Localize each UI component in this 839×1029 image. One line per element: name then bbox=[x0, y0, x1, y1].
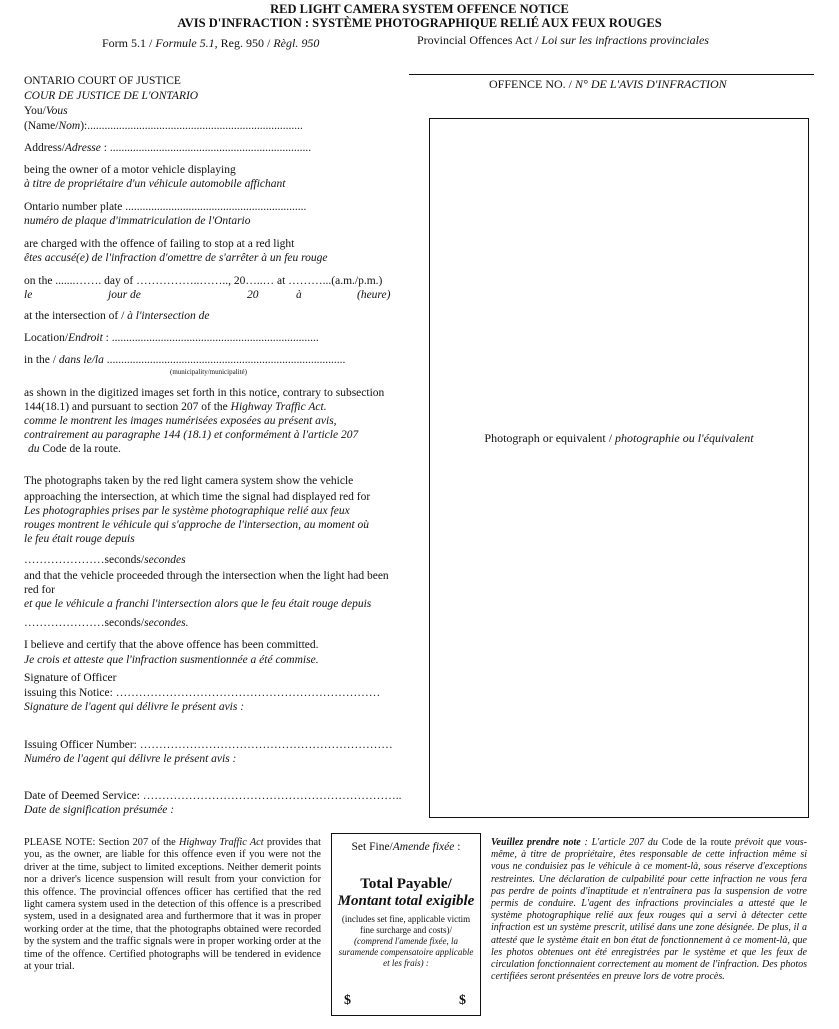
municipality-field[interactable]: in the / dans le/la ................................................................................... bbox=[24, 354, 346, 366]
total-payable-dollar[interactable]: $ bbox=[459, 993, 466, 1008]
offence-no-rule bbox=[409, 74, 814, 75]
offence-no-label: OFFENCE NO. / N° DE L'AVIS D'INFRACTION bbox=[489, 77, 727, 91]
date-fr-jour: jour de bbox=[108, 289, 141, 301]
intersection-label: at the intersection of / à l'intersection de bbox=[24, 310, 210, 322]
court-fr: COUR DE JUSTICE DE L'ONTARIO bbox=[24, 90, 199, 102]
shown-line5: du Code de la route. bbox=[28, 443, 121, 455]
charged-fr: êtes accusé(e) de l'infraction d'omettre de s'arrêter à un feu rouge bbox=[24, 252, 328, 264]
certify-en: I believe and certify that the above offence has been committed. bbox=[24, 639, 319, 651]
municipality-caption: (municipality/municipalité) bbox=[170, 368, 247, 376]
plate-fr: numéro de plaque d'immatriculation de l'Ontario bbox=[24, 215, 251, 227]
name-field[interactable]: (Name/Nom):........................................................................... bbox=[24, 120, 303, 132]
seconds-red-field[interactable]: …………………seconds/secondes bbox=[24, 554, 186, 566]
court-en: ONTARIO COURT OF JUSTICE bbox=[24, 75, 181, 87]
photos-line5: le feu était rouge depuis bbox=[24, 533, 135, 545]
includes-en: (includes set fine, applicable victim fine surcharge and costs)/ bbox=[341, 914, 471, 935]
set-fine-label: Set Fine/Amende fixée : bbox=[351, 841, 461, 853]
date-fr-heure: (heure) bbox=[357, 289, 391, 301]
proceeded-line3: et que le véhicule a franchi l'intersection alors que le feu était rouge depuis bbox=[24, 598, 372, 610]
total-payable-fr: Montant total exigible bbox=[337, 893, 475, 909]
shown-line4: contrairement au paragraphe 144 (18.1) et conformément à l'article 207 bbox=[24, 429, 359, 441]
date-field[interactable]: on the .......……. day of ……………..…….., 20…..… at ………...(a.m./p.m.) bbox=[24, 275, 383, 287]
includes-fr: (comprend l'amende fixée, la suramende compensatoire applicable et les frais) : bbox=[338, 936, 474, 968]
title-fr: AVIS D'INFRACTION : SYSTÈME PHOTOGRAPHIQUE RELIÉ AUX FEUX ROUGES bbox=[177, 16, 662, 30]
shown-line1: as shown in the digitized images set forth in this notice, contrary to subsection bbox=[24, 387, 385, 399]
proceeded-line1: and that the vehicle proceeded through the intersection when the light had been bbox=[24, 570, 389, 582]
photos-line4: rouges montrent le véhicule qui s'approche de l'intersection, au moment où bbox=[24, 519, 370, 531]
signature-fr: Signature de l'agent qui délivre le présent avis : bbox=[24, 701, 245, 713]
address-field[interactable]: Address/Adresse : ...................................................................... bbox=[24, 142, 312, 154]
shown-line2: 144(18.1) and pursuant to section 207 of the Highway Traffic Act. bbox=[24, 401, 327, 413]
photos-line2: approaching the intersection, at which time the signal had displayed red for bbox=[24, 491, 371, 503]
fine-box bbox=[331, 833, 481, 1016]
act-reference: Provincial Offences Act / Loi sur les infractions provinciales bbox=[417, 33, 709, 47]
signature-field[interactable]: issuing this Notice: …………………………………………………………… bbox=[24, 687, 381, 699]
total-payable-en: Total Payable/ bbox=[360, 876, 452, 892]
owner-fr: à titre de propriétaire d'un véhicule automobile affichant bbox=[24, 178, 286, 190]
owner-en: being the owner of a motor vehicle displaying bbox=[24, 164, 236, 176]
date-fr-20: 20 bbox=[247, 289, 259, 301]
seconds-proceeded-field[interactable]: …………………seconds/secondes. bbox=[24, 617, 189, 629]
officer-number-field[interactable]: Issuing Officer Number: ………………………………………………………… bbox=[24, 739, 393, 751]
title-en: RED LIGHT CAMERA SYSTEM OFFENCE NOTICE bbox=[270, 2, 569, 16]
officer-number-fr: Numéro de l'agent qui délivre le présent avis : bbox=[24, 753, 237, 765]
note-en: PLEASE NOTE: Section 207 of the Highway Traffic Act provides that you, as the owner, are liable for this offence even if you were not the driver at the time, subject to limited exceptions. Neither demerit points nor a driver's licence suspension will result from your conviction for this offence. The provincial offences officer has certified that the red light camera system used in the detection of this offence is a prescribed system, used in a designated area and furthermore that it was in proper working order at the time, that the photographs obtained were recorded by the system and the traffic signals were in proper working order at the time of the offence. Certified photographs will be tendered in evidence at your trial. bbox=[24, 837, 321, 973]
photos-line1: The photographs taken by the red light camera system show the vehicle bbox=[24, 475, 354, 487]
location-field[interactable]: Location/Endroit : ........................................................................ bbox=[24, 332, 319, 344]
signature-label: Signature of Officer bbox=[24, 672, 117, 684]
form-number: Form 5.1 / Formule 5.1, Reg. 950 / Règl. 950 bbox=[102, 36, 320, 50]
deemed-service-field[interactable]: Date of Deemed Service: ………………………………………………………….. bbox=[24, 790, 402, 802]
deemed-service-fr: Date de signification présumée : bbox=[24, 804, 175, 816]
note-fr: Veuillez prendre note : L'article 207 du Code de la route prévoit que vous-même, à titre de propriétaire, êtes responsable de cette infraction même si vous ne conduisiez pas le véhicule à ce moment-là, sous réserve d'exceptions restreintes. Une déclaration de culpabilité pour cette infraction ne vous fera pas perdre de points d'inaptitude et n'entraînera pas la suspension de votre permis de conduire. L'agent des infractions provinciales a attesté que le système photographique relié aux feux rouges qui a servi à détecter cette infraction est un système prescrit, utilisé dans une zone désignée. De plus, il a attesté que le système était en bon état de fonctionnement à ce moment-là, que les photos obtenues ont été enregistrées par le système et que les feux de circulation fonctionnaient correctement au moment de l'infraction. Des photos certifiées seront présentées en preuve lors de votre procès. bbox=[491, 837, 807, 983]
you-label: You/Vous bbox=[24, 105, 68, 117]
date-fr-le: le bbox=[24, 289, 33, 301]
plate-field[interactable]: Ontario number plate ............................................................... bbox=[24, 201, 307, 213]
photograph-box bbox=[429, 118, 809, 818]
certify-fr: Je crois et atteste que l'infraction susmentionnée a été commise. bbox=[24, 654, 319, 666]
photograph-label: Photograph or equivalent / photographie ou l'équivalent bbox=[484, 431, 754, 445]
date-fr-a: à bbox=[296, 289, 302, 301]
set-fine-dollar[interactable]: $ bbox=[344, 993, 351, 1008]
photos-line3: Les photographies prises par le système photographique relié aux feux bbox=[24, 505, 350, 517]
charged-en: are charged with the offence of failing to stop at a red light bbox=[24, 238, 295, 250]
proceeded-line2: red for bbox=[24, 584, 55, 596]
shown-line3: comme le montrent les images numérisées exposées au présent avis, bbox=[24, 415, 337, 427]
